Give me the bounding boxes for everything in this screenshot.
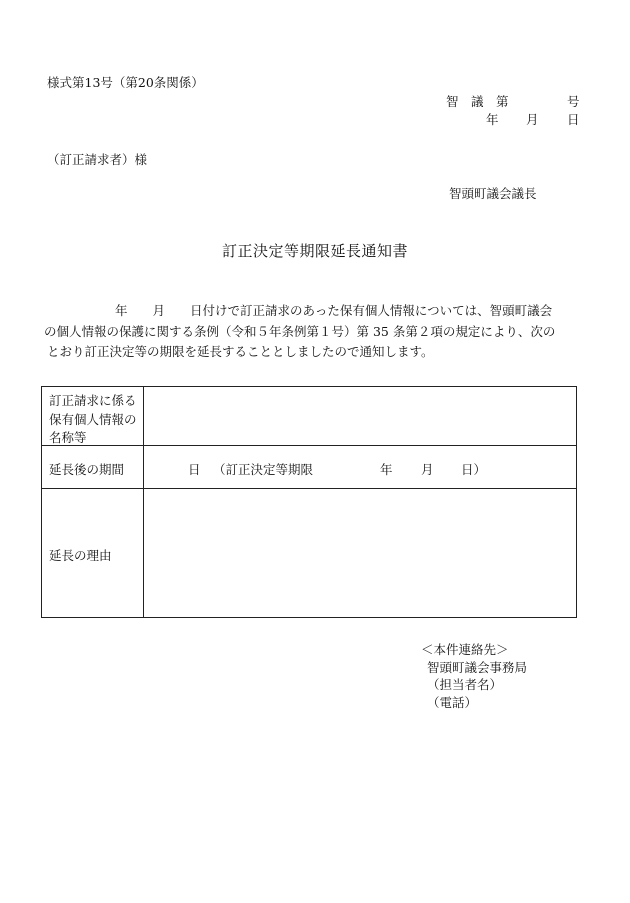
table-row-divider bbox=[42, 488, 576, 489]
contact-person: （担当者名） bbox=[427, 677, 503, 692]
document-title: 訂正決定等期限延長通知書 bbox=[221, 242, 408, 260]
period-deadline-label: （訂正決定等期限 bbox=[213, 462, 314, 477]
contact-phone: （電話） bbox=[427, 694, 478, 710]
period-month: 月 bbox=[421, 462, 434, 477]
contact-office: 智頭町議会事務局 bbox=[427, 659, 528, 675]
period-day: 日 bbox=[188, 462, 201, 477]
period-year: 年 bbox=[380, 462, 393, 477]
recipient: （訂正請求者）様 bbox=[47, 152, 148, 167]
row-label-reason: 延長の理由 bbox=[49, 548, 112, 563]
document-date-day: 日 bbox=[567, 112, 580, 127]
sender: 智頭町議会議長 bbox=[449, 186, 537, 201]
document-number-prefix: 智 議 第 bbox=[446, 94, 509, 109]
body-line: の個人情報の保護に関する条例（令和５年条例第１号）第 35 条第２項の規定により、次の bbox=[44, 323, 556, 339]
contact-info bbox=[421, 641, 527, 711]
form-number: 様式第13号（第20条関係） bbox=[47, 75, 204, 90]
body-line: とおり訂正決定等の期限を延長することとしましたので通知します。 bbox=[47, 344, 434, 359]
table-column-divider bbox=[143, 387, 144, 617]
row-label-extended-period: 延長後の期間 bbox=[49, 462, 125, 477]
row-label-subject: 訂正請求に係る保有個人情報の名称等 bbox=[49, 393, 137, 445]
body-line: 年 月 日付けで訂正請求のあった保有個人情報については、智頭町議会 bbox=[115, 303, 553, 318]
body-text bbox=[44, 301, 587, 363]
contact-heading: ＜本件連絡先＞ bbox=[421, 642, 509, 657]
document-date-year: 年 bbox=[486, 112, 499, 127]
document-date-month: 月 bbox=[526, 112, 539, 127]
period-day-close: 日） bbox=[461, 462, 487, 477]
info-table bbox=[41, 386, 577, 618]
document-number-suffix: 号 bbox=[567, 94, 580, 109]
